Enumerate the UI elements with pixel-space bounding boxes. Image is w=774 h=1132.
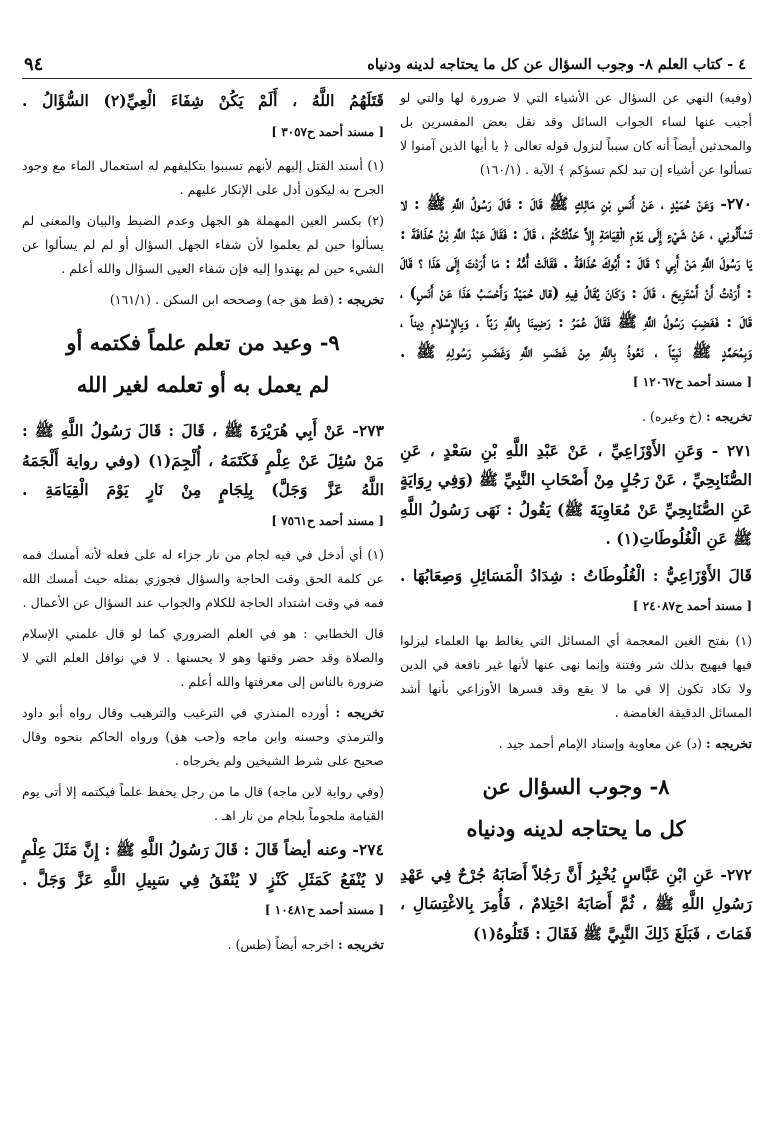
takhrij-text: (خ وغيره) .	[641, 408, 702, 424]
hadith-273-ref: [ مسند أحمد ح٧٥٦١ ]	[271, 513, 384, 528]
hadith-272-footnote-2: (٢) بكسر العين المهملة هو الجهل وعدم الضبط والبيان والمعنى لم يسألوا حين لم يعلموا لأن شفاء الجهل السؤال أو لم لم يسألوا عن الشيء حين لم يهتدوا إليه فإن شفاء العيى السؤال والله أعلم .	[22, 213, 384, 276]
takhrij-text: أورده المنذري في الترغيب والترهيب وقال رواه أبو داود والترمذي وحسنه وابن ماجه و(حب هق) ورواه الحاكم بنحوه وقال صحيح على شرط الشيخين ولم يخرجاه .	[22, 705, 384, 768]
hadith-270-takhrij	[400, 405, 752, 429]
hadith-273	[22, 416, 384, 536]
hadith-271-takhrij	[400, 732, 752, 756]
right-column	[400, 86, 752, 955]
intro-note: (وفيه) النهي عن السؤال عن الأشياء التي لا ضرورة لها والتي لو أجيب عنها لساء الجواب السائل وقد نقل بعض المفسرين بل والمحدثين أيضاً أنه كان سبباً لنزول قوله تعالى ﴿ يا أيها الذين آمنوا لا تسألوا عن أشياء إن تبد لكم تسؤكم ﴾ الآية . (١٦٠/١)	[400, 90, 752, 177]
hadith-274-ref: [ مسند أحمد ح١٠٤٨١ ]	[264, 903, 384, 917]
section-8-line-2: كل ما يحتاجه لدينه ودنياه	[466, 815, 686, 841]
hadith-273-khattabi: قال الخطابي : هو في العلم الضروري كما لو قال علمني الإسلام والصلاة وقد حضر وقتها وهو لا يحسنها . لا في نوافل العلم التي لا ضرورة بالناس إلى معرفتها والله أعلم .	[22, 626, 384, 689]
left-column	[22, 86, 384, 964]
hadith-272-ref: [ مسند أحمد ح٣٠٥٧ ]	[271, 124, 384, 139]
takhrij-label: تخريجه :	[705, 408, 752, 424]
section-9-line-2: لم يعمل به أو تعلمه لغير الله	[76, 372, 330, 397]
hadith-271-awzai	[400, 561, 752, 622]
hadith-272-footnote-1: (١) أسند القتل إليهم لأنهم تسببوا بتكليفهم له استعمال الماء مع وجود الجرح به ليكون أدل على الإنكار عليهم .	[22, 158, 384, 197]
hadith-274-text: ٢٧٤- وعنه أيضاً قَالَ : قَالَ رَسُولُ اللَّهِ ﷺ : إِنَّ مَثَلَ عِلْمٍ لا يُنْفَعُ كَمَثَلِ كَنْزٍ لا يُنْفَقُ فِي سَبِيلِ اللَّهِ عَزَّ وَجَلَّ .	[22, 840, 384, 889]
takhrij-label: تخريجه :	[335, 705, 384, 720]
hadith-273-ibn-majah: (وفي رواية لابن ماجه) قال ما من رجل يحفظ علماً فيكتمه إلا أتى يوم القيامة ملجوماً بلجام من نار اهـ .	[22, 784, 384, 823]
hadith-272: ٢٧٢- عَنِ ابْنِ عَبَّاسٍ يُخْبِرُ أَنَّ رَجُلاً أَصَابَهُ جُرْحٌ فِي عَهْدِ رَسُولِ اللَّهِ ﷺ ، ثُمَّ أَصَابَهُ احْتِلامٌ ، فَأُمِرَ بِالاغْتِسَالِ ، فَمَاتَ ، فَبَلَغَ ذَلِكَ النَّبِيَّ ﷺ فَقَالَ : قَتَلُوهُ(١)	[400, 864, 752, 943]
section-8-heading	[400, 766, 752, 850]
book-page	[22, 52, 752, 1112]
hadith-271-text2: قَالَ الأَوْزَاعِيُّ : الْغُلُوطَاتُ : شِدَادُ الْمَسَائِلِ وَصِعَابُهَا .	[400, 565, 752, 585]
hadith-273-text: ٢٧٣- عَنْ أَبِي هُرَيْرَةَ ﷺ ، قَالَ : قَالَ رَسُولُ اللَّهِ ﷺ : مَنْ سُئِلَ عَنْ عِلْمٍ فَكَتَمَهُ ، أُلْجِمَ(١) (وفي رواية أَلْجَمَهُ اللَّهُ عَزَّ وَجَلَّ) بِلِجَامٍ مِنْ نَارٍ يَوْمَ الْقِيَامَةِ .	[22, 421, 384, 499]
takhrij-label: تخريجه :	[337, 292, 384, 307]
hadith-274-takhrij	[22, 933, 384, 957]
takhrij-label: تخريجه :	[337, 936, 384, 952]
takhrij-text: (د) عن معاوية وإسناد الإمام أحمد جيد .	[498, 735, 702, 751]
hadith-271-text: ٢٧١ - وَعَنِ الأَوْزَاعِيِّ ، عَنْ عَبْدِ اللَّهِ بْنِ سَعْدٍ ، عَنِ الصُّنَابِحِيِّ ، عَنْ رَجُلٍ مِنْ أَصْحَابِ النَّبِيِّ ﷺ (وَفِي رِوَايَةٍ عَنِ الصُّنَابِحِيِّ عَنْ مُعَاوِيَةَ ﷺ) يَقُولُ : نَهَى رَسُولُ اللَّهِ ﷺ عَنِ الْغُلُوطَاتِ(١) .	[400, 440, 752, 548]
hadith-272-continued	[22, 86, 384, 147]
section-9-heading	[22, 322, 384, 406]
hadith-273-footnote: (١) أي أدخل في فيه لجام من نار جزاء له على فعله لأنه أمسك فمه عن كلمة الحق وقت الحاجة والسؤال فجوزي بمثله حيث أمسك الله فمه في وقت اشتداد الحاجة للكلام والجواب عند السؤال عن الأعمال .	[22, 547, 384, 610]
hadith-272-cont-text: قَتَلَهُمُ اللَّهُ ، أَلَمْ يَكُنْ شِفَاءَ الْعِيِّ(٢) السُّؤَالُ .	[22, 91, 384, 110]
hadith-274	[22, 835, 384, 926]
hadith-270-text: ٢٧٠- وَعَنْ حُمَيْدٍ ، عَنْ أَنَسِ بْنِ مَالِكٍ ﷺ قَالَ : قَالَ رَسُولُ اللَّهِ ﷺ : لا تَسْأَلُونِي ، عَنْ شَيْءٍ إِلَى يَوْمِ الْقِيَامَةِ إِلاَّ حَدَّثْتُكُمْ ، قَالَ : فَقَالَ عَبْدُ اللَّهِ بْنُ حُذَافَةَ : يَا رَسُولَ اللَّهِ مَنْ أَبِي ؟ قَالَ : أَبُوكَ حُذَافَةُ . فَقَالَتْ أُمُّهُ : مَا أَرَدْتَ إِلَى هَذَا ؟ قَالَ : أَرَدْتُ أَنْ أَسْتَرِيحَ ، قَالَ : وَكَانَ يُقَالُ فِيهِ (قال حُمَيْدٌ وَأَحْسَبُ هَذَا عَنْ أَنَسٍ) ، قَالَ : فَغَضِبَ رَسُولُ اللَّهِ ﷺ فَقَالَ عُمَرُ : رَضِينَا بِاللَّهِ رَبّاً ، وَبِالإِسْلامِ دِيناً ، وَبِمُحَمَّدٍ ﷺ نَبِيّاً ، نَعُوذُ بِاللَّهِ مِنْ غَضَبِ اللَّهِ وَغَضَبِ رَسُولِهِ ﷺ .	[400, 194, 752, 361]
hadith-270-ref: [ مسند أحمد ح١٢٠٦٧ ]	[632, 375, 752, 389]
hadith-271	[400, 436, 752, 554]
section-8-line-1: ٨- وجوب السؤال عن	[482, 773, 670, 799]
takhrij-text: (قط هق جه) وصححه ابن السكن . (١٦١/١)	[109, 292, 334, 307]
takhrij-label: تخريجه :	[705, 735, 752, 751]
hadith-272-takhrij	[22, 288, 384, 312]
takhrij-text: اخرجه أيضاً (طس) .	[227, 936, 334, 952]
hadith-271-ref: [ مسند أحمد ح٢٤٠٨٧ ]	[632, 599, 752, 613]
hadith-271-footnote: (١) بفتح الغين المعجمة أي المسائل التي يغالط بها العلماء ليزلوا فيها فيهيج بذلك شر وفتنة وإنما نهى عنها لأنها غير نافعة في الدين ولا تكاد تكون إلا في ما لا يقع وقد فسرها الأوزاعي بأنها أشد المسائل الدقيقة الغامضة .	[400, 632, 752, 720]
page-number: ٩٤	[24, 54, 44, 75]
hadith-270	[400, 189, 752, 398]
running-title: ٤ - كتاب العلم ٨- وجوب السؤال عن كل ما يحتاجه لدينه ودنياه	[367, 56, 746, 73]
section-9-line-1: ٩- وعيد من تعلم علماً فكتمه أو	[66, 330, 340, 355]
hadith-273-takhrij	[22, 701, 384, 773]
page-header	[22, 52, 752, 79]
